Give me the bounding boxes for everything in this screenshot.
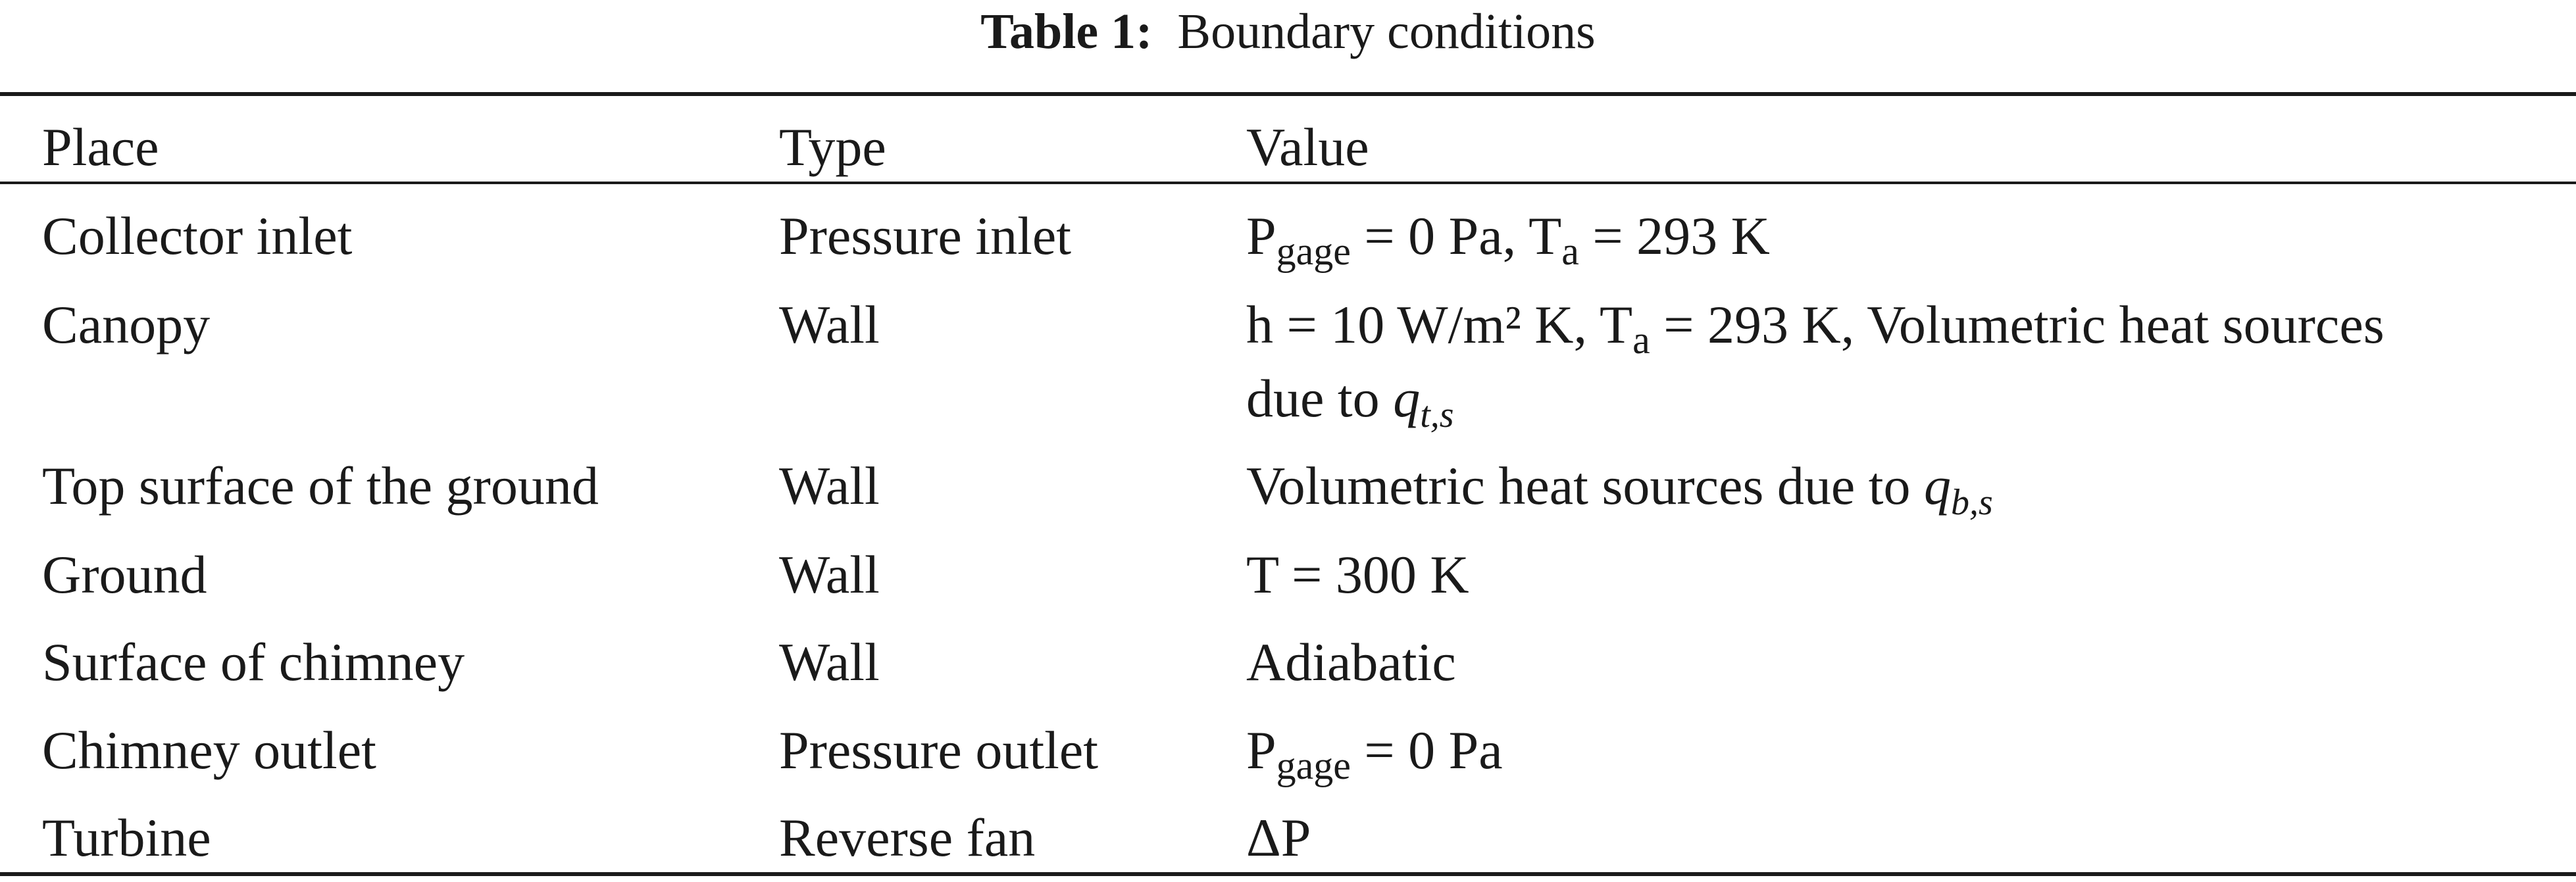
table-row-type: Wall — [779, 456, 880, 516]
table-row-place: Turbine — [42, 808, 211, 868]
table-row-value: Adiabatic — [1246, 632, 1456, 692]
table-row-place: Canopy — [42, 295, 211, 355]
header-place: Place — [42, 117, 159, 177]
table-row-place: Collector inlet — [42, 206, 353, 266]
table-row-value: $P_{gage} = 0$ Pa — [1246, 720, 1503, 787]
caption-title: Boundary conditions — [1177, 4, 1596, 59]
table-row-type: Pressure inlet — [779, 206, 1072, 266]
header-rule — [0, 182, 2576, 184]
table-row-place: Chimney outlet — [42, 720, 376, 780]
table-row-value: Volumetric heat sources due to $q_{b,s}$ — [1246, 456, 1993, 523]
table-row-value: ΔP — [1246, 808, 1311, 868]
table-row-value: h = 10 W/m² K, $T_a = 293$ K, Volumetric heat sources — [1246, 295, 2385, 362]
caption-label: Table 1: — [980, 4, 1153, 59]
bottom-rule — [0, 872, 2576, 876]
table-caption — [0, 1, 2576, 62]
table-row-type: Wall — [779, 545, 880, 604]
table-row-value: T = 300 K — [1246, 545, 1469, 604]
table-row-place: Ground — [42, 545, 207, 604]
table-row-type: Pressure outlet — [779, 720, 1099, 780]
header-value: Value — [1246, 117, 1369, 177]
table-row-type: Wall — [779, 632, 880, 692]
table-row-place: Surface of chimney — [42, 632, 465, 692]
table-row-place: Top surface of the ground — [42, 456, 599, 516]
table-row-type: Wall — [779, 295, 880, 355]
table-row-value: $P_{gage} = 0$ Pa, $T_a = 293$ K — [1246, 206, 1770, 273]
top-rule — [0, 92, 2576, 96]
table-row-value-continued: due to $q_{t,s}$ — [1246, 368, 1454, 435]
table-row-type: Reverse fan — [779, 808, 1036, 868]
header-type: Type — [779, 117, 886, 177]
